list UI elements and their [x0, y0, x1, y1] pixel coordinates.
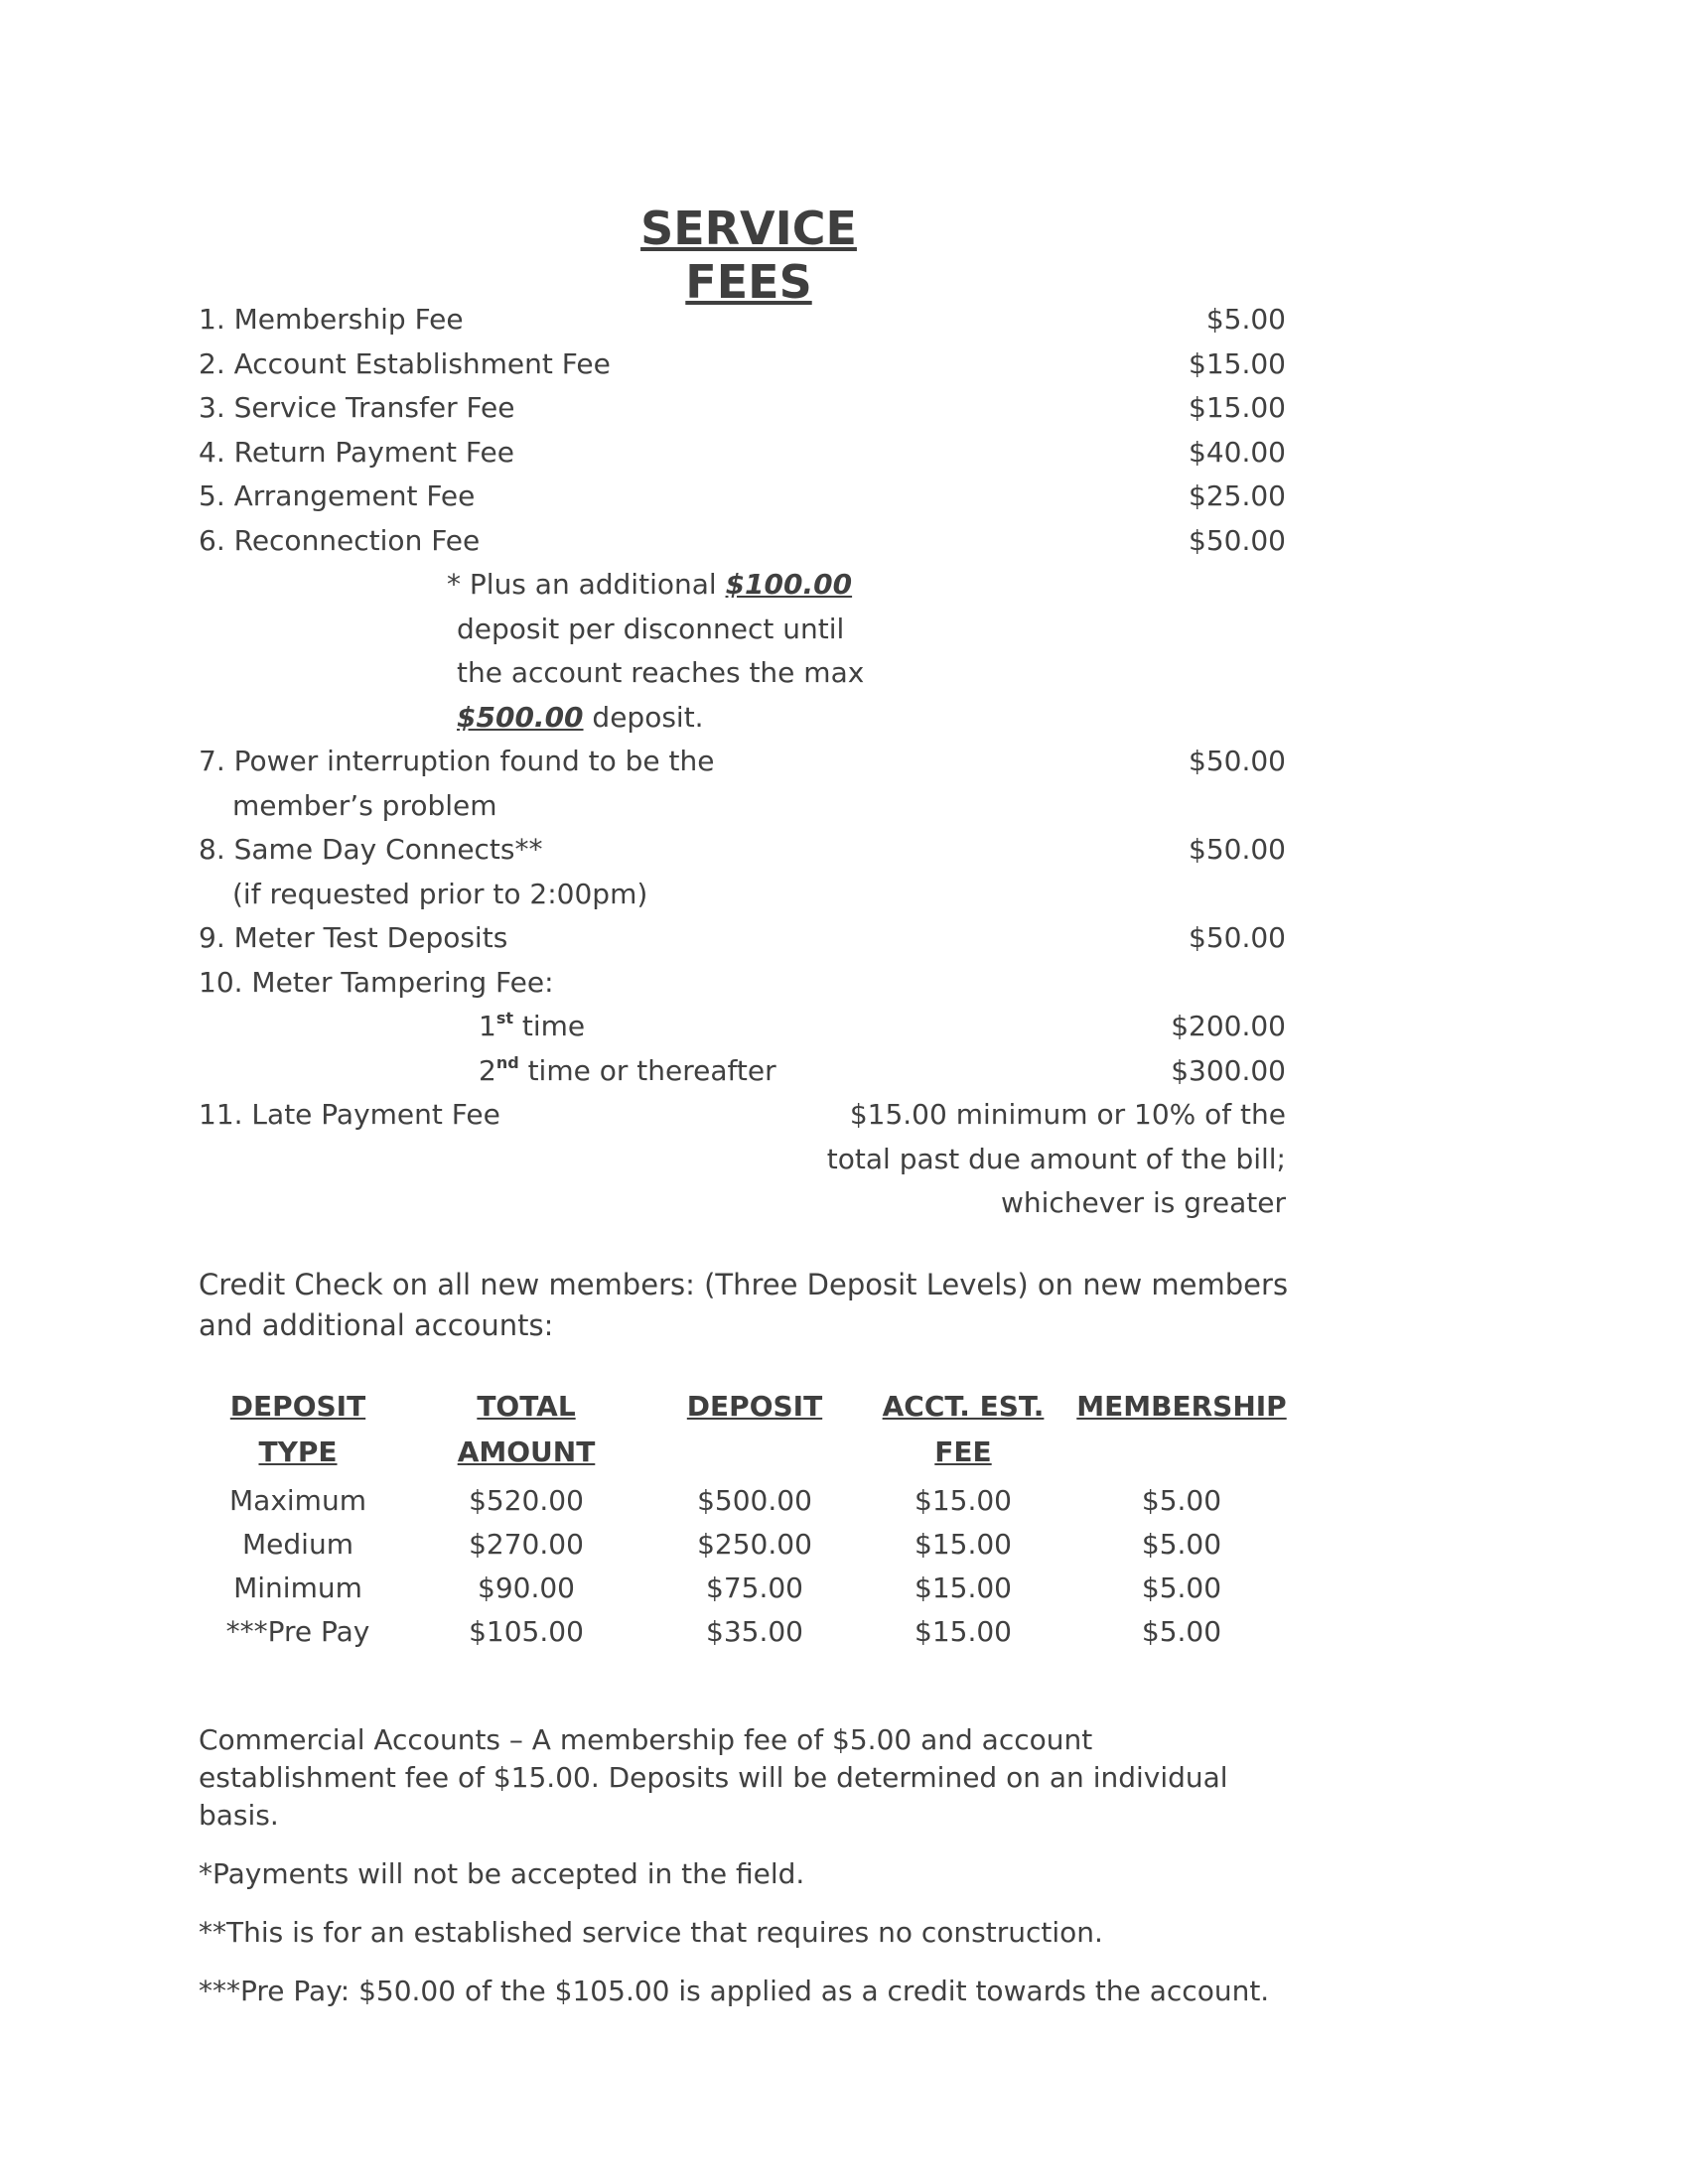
- note-text: deposit.: [583, 700, 704, 734]
- note-text: deposit per disconnect until: [457, 612, 845, 645]
- fee-list: [199, 298, 1286, 1226]
- fee-amount: $15.00: [1189, 346, 1286, 380]
- reconnection-note-line: [199, 608, 1286, 652]
- max-deposit-amount: $500.00: [457, 700, 584, 734]
- fee-row-arrangement: [199, 475, 1286, 519]
- table-row: [194, 1523, 1296, 1567]
- table-header-row: [194, 1384, 1296, 1479]
- fee-row-reconnection: [199, 519, 1286, 564]
- cell-total: $90.00: [478, 1571, 575, 1604]
- page-title: SERVICE FEES: [640, 202, 857, 309]
- fee-row-membership: [199, 298, 1286, 342]
- fee-amount: $5.00: [1205, 303, 1286, 336]
- cell-deposit: $250.00: [697, 1528, 812, 1561]
- table-row: [194, 1567, 1296, 1610]
- fee-amount: $50.00: [1189, 921, 1286, 954]
- deposit-table: [194, 1384, 1296, 1654]
- deposit-amount: $100.00: [725, 568, 853, 601]
- established-service-footnote: **This is for an established service that requires no construction.: [199, 1916, 1103, 1949]
- fee-amount: $300.00: [1171, 1053, 1286, 1087]
- reconnection-note-line: [199, 651, 1286, 696]
- fee-row-same-day-connects: [199, 828, 1286, 873]
- tier-ordinal: nd: [495, 1052, 519, 1072]
- fee-row-power-interruption: [199, 740, 1286, 784]
- fee-amount: $40.00: [1189, 435, 1286, 469]
- cell-total: $105.00: [469, 1615, 584, 1648]
- cell-type: Medium: [242, 1528, 353, 1561]
- tier-text: time or thereafter: [518, 1053, 776, 1087]
- fee-label: 3. Service Transfer Fee: [199, 391, 515, 424]
- cell-membership: $5.00: [1141, 1528, 1222, 1561]
- header-line: TOTAL: [477, 1390, 576, 1423]
- fee-amount: $200.00: [1171, 1010, 1286, 1042]
- fee-row-return-payment: [199, 431, 1286, 476]
- table-row: [194, 1479, 1296, 1523]
- fee-row-continuation: [199, 784, 1286, 829]
- fee-row-meter-tampering: [199, 961, 1286, 1006]
- fee-row-service-transfer: [199, 386, 1286, 431]
- tier-number: 2: [479, 1053, 496, 1087]
- fee-label: 11. Late Payment Fee: [199, 1098, 500, 1131]
- fee-amount: $50.00: [1189, 523, 1286, 557]
- tier-text: time: [513, 1010, 586, 1042]
- table-row: [194, 1610, 1296, 1654]
- fee-label: 1. Membership Fee: [199, 303, 464, 336]
- tampering-tier-first: [199, 1005, 1286, 1049]
- fee-amount: $25.00: [1189, 479, 1286, 512]
- commercial-accounts-note: Commercial Accounts – A membership fee of $5.00 and account establishment fee of $15.00. Deposits will be determined on an individual basis.: [199, 1723, 1228, 1832]
- cell-deposit: $500.00: [697, 1484, 812, 1517]
- fee-row-account-establishment: [199, 342, 1286, 387]
- header-deposit: DEPOSIT: [686, 1390, 823, 1423]
- cell-total: $520.00: [469, 1484, 584, 1517]
- fee-label-continued: (if requested prior to 2:00pm): [232, 877, 648, 910]
- fee-row-meter-test: [199, 916, 1286, 961]
- payments-footnote: *Payments will not be accepted in the field.: [199, 1857, 805, 1890]
- footnotes: [199, 1721, 1291, 2031]
- fee-amount: $50.00: [1189, 745, 1286, 777]
- fee-amount: $15.00: [1189, 391, 1286, 424]
- fee-row-continuation: [199, 1181, 1286, 1226]
- fee-label: 8. Same Day Connects**: [199, 833, 543, 866]
- cell-deposit: $75.00: [706, 1571, 803, 1604]
- fee-label: 4. Return Payment Fee: [199, 435, 514, 469]
- prepay-footnote: ***Pre Pay: $50.00 of the $105.00 is applied as a credit towards the account.: [199, 1975, 1270, 2007]
- header-line: ACCT. EST.: [882, 1390, 1045, 1423]
- fee-label: 7. Power interruption found to be the: [199, 745, 715, 777]
- cell-deposit: $35.00: [706, 1615, 803, 1648]
- fee-row-late-payment: [199, 1093, 1286, 1138]
- header-acct-est-fee: [869, 1384, 1057, 1475]
- cell-membership: $5.00: [1141, 1484, 1222, 1517]
- tier-number: 1: [479, 1010, 496, 1042]
- fee-label: 6. Reconnection Fee: [199, 523, 481, 557]
- header-line: AMOUNT: [457, 1435, 596, 1468]
- header-line: FEE: [934, 1435, 992, 1468]
- reconnection-note-line: [199, 563, 1286, 608]
- cell-total: $270.00: [469, 1528, 584, 1561]
- cell-type: ***Pre Pay: [225, 1615, 370, 1648]
- header-total-amount: [432, 1384, 621, 1475]
- fee-amount-continued: whichever is greater: [1000, 1186, 1286, 1219]
- cell-acct: $15.00: [914, 1484, 1012, 1517]
- fee-label: 5. Arrangement Fee: [199, 479, 476, 512]
- note-text: the account reaches the max: [457, 656, 865, 689]
- fee-amount-continued: total past due amount of the bill;: [826, 1142, 1286, 1175]
- credit-check-text: Credit Check on all new members: (Three Deposit Levels) on new members and additional accounts:: [199, 1268, 1289, 1342]
- note-text: * Plus an additional: [447, 568, 726, 601]
- cell-type: Minimum: [233, 1571, 362, 1604]
- fee-amount: $15.00 minimum or 10% of the: [849, 1098, 1286, 1131]
- fee-label-continued: member’s problem: [232, 788, 497, 822]
- fee-row-continuation: [199, 1138, 1286, 1182]
- cell-acct: $15.00: [914, 1615, 1012, 1648]
- cell-membership: $5.00: [1141, 1615, 1222, 1648]
- tier-ordinal: st: [495, 1009, 513, 1027]
- fee-label: 10. Meter Tampering Fee:: [199, 965, 554, 999]
- cell-acct: $15.00: [914, 1528, 1012, 1561]
- cell-membership: $5.00: [1141, 1571, 1222, 1604]
- fee-amount: $50.00: [1189, 833, 1286, 866]
- header-deposit-type: DEPOSIT TYPE: [229, 1390, 366, 1468]
- fee-label: 9. Meter Test Deposits: [199, 921, 508, 954]
- reconnection-note-line: [199, 696, 1286, 741]
- cell-type: Maximum: [229, 1484, 366, 1517]
- tampering-tier-second: [199, 1049, 1286, 1094]
- fee-row-continuation: [199, 873, 1286, 917]
- cell-acct: $15.00: [914, 1571, 1012, 1604]
- fee-label: 2. Account Establishment Fee: [199, 346, 611, 380]
- header-membership: MEMBERSHIP: [1076, 1390, 1287, 1423]
